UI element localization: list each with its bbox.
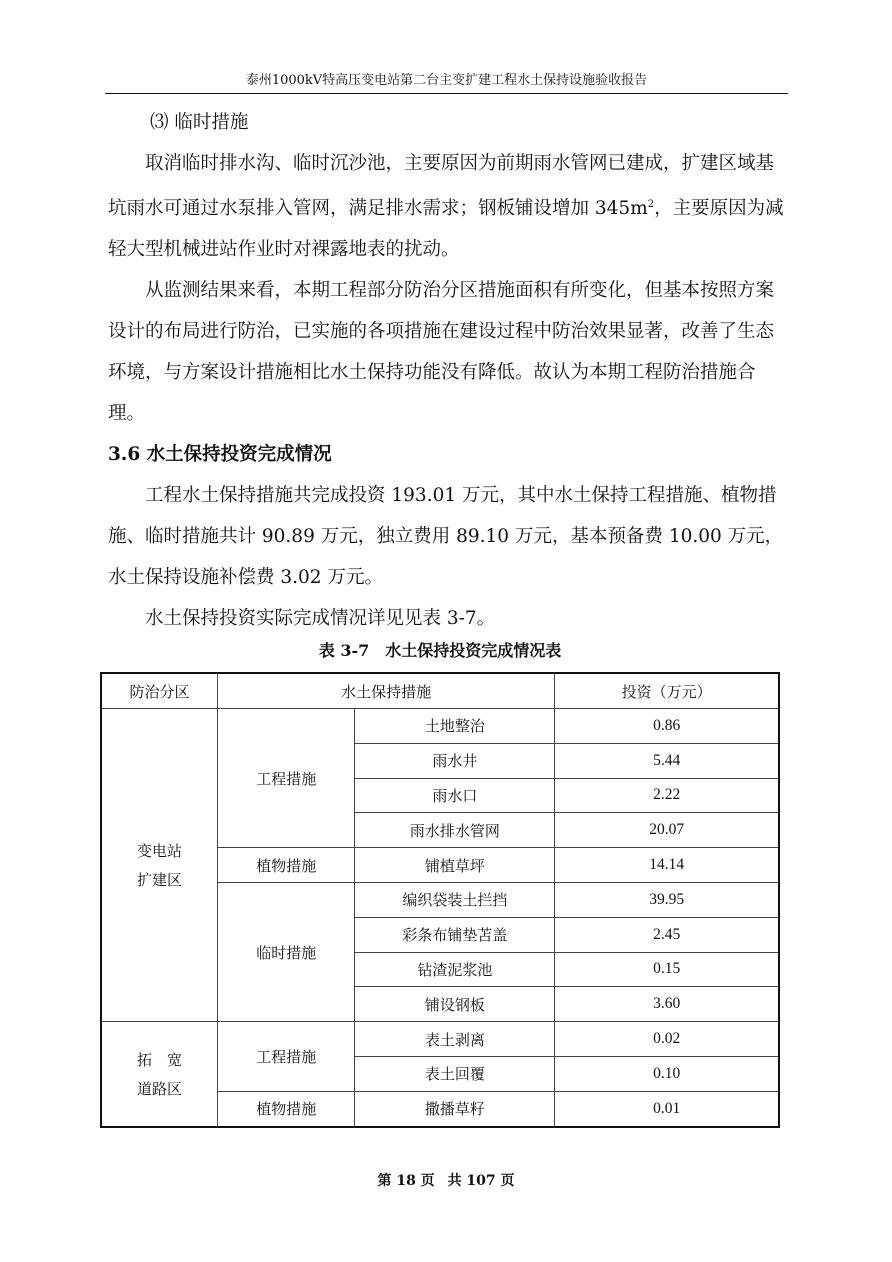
investment-table [100, 672, 780, 1128]
superscript: 2 [647, 199, 655, 210]
item-value-cell: 0.86 [555, 709, 779, 744]
paragraph-table-reference: 水土保持投资实际完成情况详见见表 3-7。 [145, 608, 496, 630]
measure-type-cell: 临时措施 [217, 882, 355, 1021]
section-title: 3.6 水土保持投资完成情况 [108, 444, 332, 466]
item-name-cell: 铺设钢板 [355, 987, 555, 1022]
item-name-cell: 编织袋装土拦挡 [355, 882, 555, 917]
item-value-cell: 20.07 [555, 813, 779, 848]
item-value-cell: 2.22 [555, 778, 779, 813]
item-value-cell: 14.14 [555, 848, 779, 883]
measure-type-cell: 工程措施 [217, 709, 355, 848]
zone-cell: 拓 宽 道路区 [101, 1022, 217, 1127]
sub-heading: ⑶ 临时措施 [150, 112, 249, 133]
paragraph-temporary-measures: 取消临时排水沟、临时沉沙池，主要原因为前期雨水管网已建成，扩建区域基坑雨水可通过水泵排入管网，满足排水需求；钢板铺设增加 $345m^2$，主要原因为减轻大型机械进站作业时对裸露地表的扰动。 [108, 153, 784, 261]
header-measure: 水土保持措施 [217, 673, 554, 709]
table-header-row [101, 673, 779, 709]
page-total: 共 107 页 [447, 1173, 515, 1189]
body-text [108, 102, 788, 639]
paragraph-investment: 工程水土保持措施共完成投资 193.01 万元，其中水土保持工程措施、植物措施、临时措施共计 90.89 万元，独立费用 89.10 万元，基本预备费 10.00 万元，水土保持设施补偿费 3.02 万元。 [108, 485, 784, 589]
item-value-cell: 39.95 [555, 882, 779, 917]
header-zone: 防治分区 [101, 673, 217, 709]
zone-cell: 变电站 扩建区 [101, 709, 217, 1022]
item-value-cell: 0.01 [555, 1091, 779, 1126]
item-name-cell: 表土回覆 [355, 1056, 555, 1091]
measure-type-cell: 植物措施 [217, 848, 355, 883]
header-rule [105, 93, 788, 94]
item-name-cell: 土地整治 [355, 709, 555, 744]
measure-type-cell: 植物措施 [217, 1091, 355, 1126]
item-value-cell: 0.10 [555, 1056, 779, 1091]
item-name-cell: 彩条布铺垫苫盖 [355, 917, 555, 952]
item-name-cell: 撒播草籽 [355, 1091, 555, 1126]
item-value-cell: 0.15 [555, 952, 779, 987]
header-investment: 投资（万元） [555, 673, 779, 709]
measure-type-cell: 工程措施 [217, 1022, 355, 1092]
table-row [101, 709, 779, 744]
table-caption: 表 3-7 水土保持投资完成情况表 [318, 641, 562, 660]
item-value-cell: 5.44 [555, 743, 779, 778]
item-name-cell: 表土剥离 [355, 1022, 555, 1057]
item-value-cell: 3.60 [555, 987, 779, 1022]
item-value-cell: 2.45 [555, 917, 779, 952]
paragraph-monitoring: 从监测结果来看，本期工程部分防治分区措施面积有所变化，但基本按照方案设计的布局进行防治，已实施的各项措施在建设过程中防治效果显著，改善了生态环境，与方案设计措施相比水土保持功能没有降低。故认为本期工程防治措施合理。 [108, 280, 775, 425]
page-footer [0, 1170, 892, 1190]
item-name-cell: 钻渣泥浆池 [355, 952, 555, 987]
item-name-cell: 雨水排水管网 [355, 813, 555, 848]
page-number: 第 18 页 [377, 1173, 435, 1189]
item-value-cell: 0.02 [555, 1022, 779, 1057]
item-name-cell: 雨水井 [355, 743, 555, 778]
table-row [101, 1022, 779, 1057]
item-name-cell: 铺植草坪 [355, 848, 555, 883]
report-header: 泰州1000kV特高压变电站第二台主变扩建工程水土保持设施验收报告 [245, 73, 648, 88]
item-name-cell: 雨水口 [355, 778, 555, 813]
